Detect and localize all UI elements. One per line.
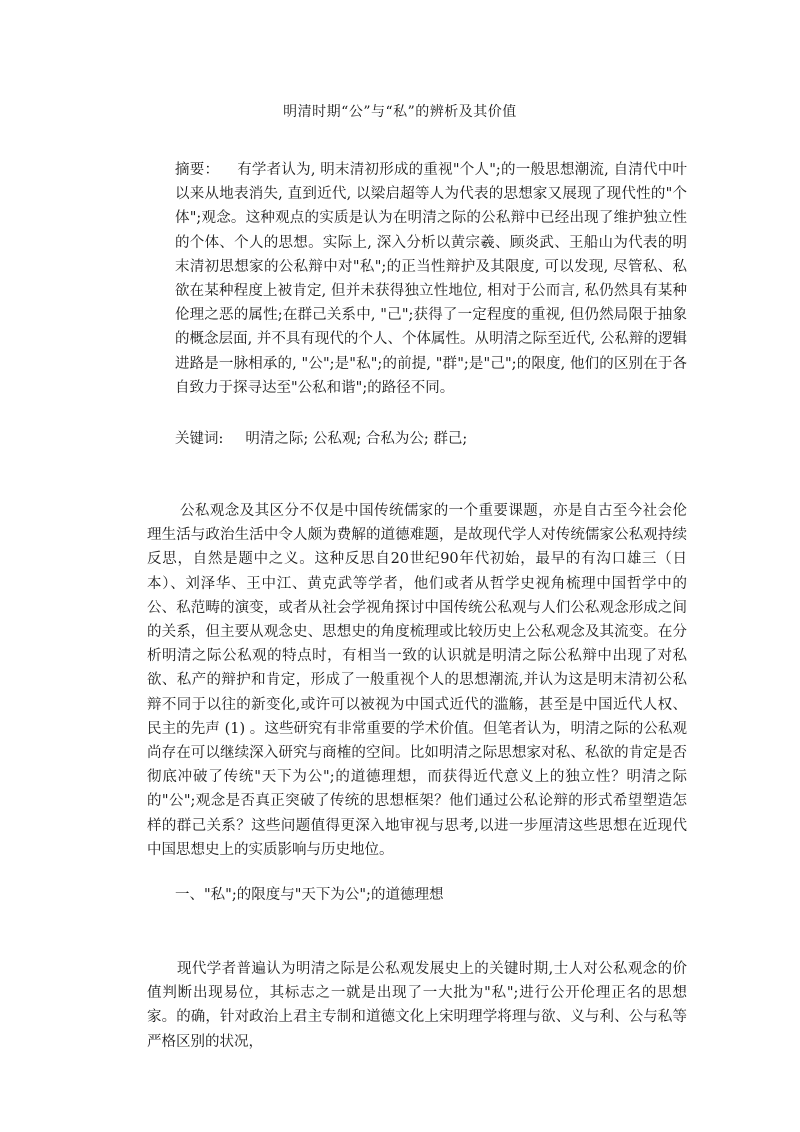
keywords-text: 明清之际; 公私观; 合私为公; 群己; — [245, 431, 468, 447]
keywords-label: 关键词: — [175, 431, 224, 447]
document-title: 明清时期“公”与“私”的辨析及其价值 — [283, 104, 517, 120]
keywords-section — [147, 427, 687, 451]
section-heading: 一、"私";的限度与"天下为公";的道德理想 — [175, 887, 444, 903]
intro-paragraph: 公私观念及其区分不仅是中国传统儒家的一个重要课题，亦是自古至今社会伦理生活与政治生活中令人颇为费解的道德难题，是故现代学人对传统儒家公私观持续反思，自然是题中之义。这种反思自20世纪90年代初始，最早的有沟口雄三（日本）、刘泽华、王中江、黄克武等学者，他们或者从哲学史视角梳理中国哲学中的公、私范畴的演变，或者从社会学视角探讨中国传统公私观与人们公私观念形成之间的关系，但主要从观念史、思想史的角度梳理或比较历史上公私观念及其流变。在分析明清之际公私观的特点时，有相当一致的认识就是明清之际公私辩中出现了对私欲、私产的辩护和肯定，形成了一般重视个人的思想潮流,并认为这是明末清初公私辩不同于以往的新变化,或许可以被视为中国式近代的滥觞，甚至是中国近代人权、民主的先声 (1) 。这些研究有非常重要的学术价值。但笔者认为，明清之际的公私观尚存在可以继续深入研究与商榷的空间。比如明清之际思想家对私、私欲的肯定是否彻底冲破了传统"天下为公";的道德理想，而获得近代意义上的独立性？明清之际的"公";观念是否真正突破了传统的思想框架？他们通过公私论辩的形式希望塑造怎样的群己关系？这些问题值得更深入地审视与思考,以进一步厘清这些思想在近现代中国思想史上的实质影响与历史地位。 — [147, 503, 687, 858]
abstract-text: 有学者认为, 明末清初形成的重视"个人";的一般思想潮流, 自清代中叶以来从地表消失, 直到近代, 以梁启超等人为代表的思想家又展现了现代性的"个体";观念。这种观点的实质是认为在明清之际的公私辩中已经出现了维护独立性的个体、个人的思想。实际上, 深入分析以黄宗羲、顾炎武、王船山为代表的明末清初思想家的公私辩中对"私";的正当性辩护及其限度, 可以发现, 尽管私、私欲在某种程度上被肯定, 但并未获得独立性地位, 相对于公而言, 私仍然具有某种伦理之恶的属性;在群己关系中, "己";获得了一定程度的重视, 但仍然局限于抽象的概念层面, 并不具有现代的个人、个体属性。从明清之际至近代, 公私辩的逻辑进路是一脉相承的, "公";是"私";的前提, "群";是"己";的限度, 他们的区别在于各自致力于探寻达至"公私和谐";的路径不同。 — [175, 162, 687, 396]
abstract-section — [147, 158, 687, 400]
section-paragraph: 现代学者普遍认为明清之际是公私观发展史上的关键时期,士人对公私观念的价值判断出现易位，其标志之一就是出现了一大批为"私";进行公开伦理正名的思想家。的确，针对政治上君主专制和道德文化上宋明理学将理与欲、义与利、公与私等严格区别的状况， — [147, 961, 687, 1050]
abstract-label: 摘要： — [175, 162, 220, 178]
